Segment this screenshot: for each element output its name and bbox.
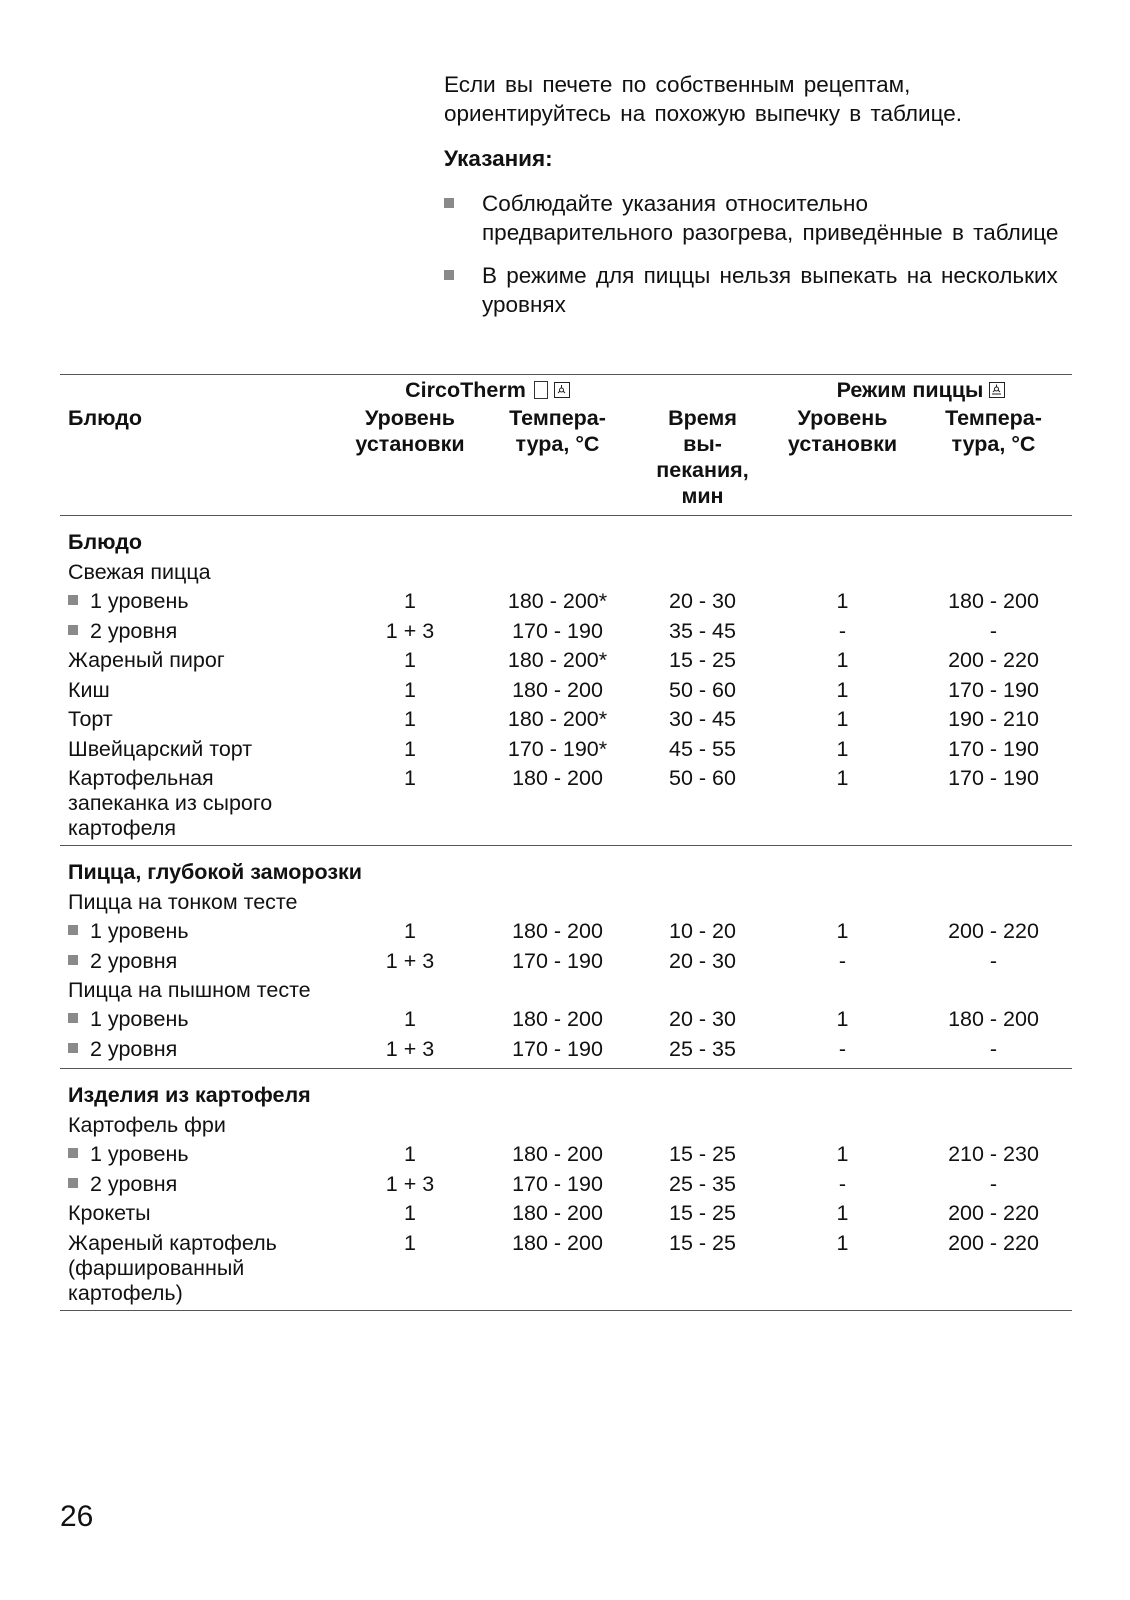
cell-temp: 170 - 190 [512, 1171, 603, 1196]
table-row [60, 1005, 1072, 1035]
cell-time: 25 - 35 [669, 1036, 736, 1061]
cell-dish [60, 947, 340, 977]
cell-temp: 180 - 200 [512, 1142, 603, 1166]
table-row [60, 1140, 1072, 1170]
cell-dish-text: 2 уровня [90, 618, 178, 643]
bullet-square-icon [68, 595, 78, 605]
cell-time: 45 - 55 [669, 736, 736, 761]
cell-level: 1 [404, 589, 416, 613]
group-label: Пицца на пышном тесте [68, 978, 311, 1002]
table-row [60, 764, 1072, 841]
cell-time: 50 - 60 [669, 766, 736, 790]
table-row [60, 1035, 1072, 1065]
circotherm-header [340, 375, 635, 405]
cell-dish [60, 764, 340, 841]
cell-level: 1 [404, 707, 416, 731]
table-row [60, 617, 1072, 647]
cell-time: 50 - 60 [669, 677, 736, 702]
cell-temp: 170 - 190 [512, 1036, 603, 1061]
pizza-mode-icon [989, 382, 1005, 398]
table-row [60, 1229, 1072, 1306]
cell-time: 15 - 25 [669, 648, 736, 672]
cell-pizza-temp: - [989, 948, 998, 973]
cell-dish-text: Торт [68, 707, 113, 731]
cell-level: 1 [404, 736, 416, 761]
cell-dish [60, 1140, 340, 1170]
bullet-square-icon [68, 1043, 78, 1053]
table-section [60, 1079, 1072, 1311]
col-pizza-level: Уровень установки [787, 406, 898, 456]
cell-level: 1 + 3 [385, 948, 435, 973]
cell-pizza-level: 1 [836, 1007, 849, 1031]
circotherm-label: CircoTherm [405, 377, 526, 402]
cell-dish [60, 1199, 340, 1229]
cell-level: 1 [404, 766, 416, 790]
cell-pizza-temp: - [989, 1036, 998, 1061]
table-section [60, 856, 1072, 1069]
cell-temp: 180 - 200 [512, 1230, 603, 1255]
cell-time: 20 - 30 [669, 589, 736, 613]
cell-dish-text: 2 уровня [90, 948, 178, 973]
cell-dish-text: Жареный пирог [68, 648, 225, 672]
table-row [60, 646, 1072, 676]
table-row [60, 947, 1072, 977]
cell-level: 1 [404, 1230, 416, 1255]
group-label: Пицца на тонком тесте [68, 890, 298, 914]
group-label: Свежая пицца [68, 560, 211, 584]
note-item [444, 189, 1064, 247]
circotherm-icon [554, 382, 570, 398]
cell-dish-text: 1 уровень [90, 919, 189, 943]
cell-level: 1 + 3 [385, 1171, 435, 1196]
cell-pizza-temp: 200 - 220 [948, 1201, 1039, 1225]
cell-pizza-temp: 170 - 190 [948, 677, 1039, 702]
cell-temp: 180 - 200 [512, 1201, 603, 1225]
cell-time: 10 - 20 [669, 919, 736, 943]
cell-dish-text: Киш [68, 677, 110, 702]
cell-level: 1 [404, 1201, 416, 1225]
cell-pizza-temp: 180 - 200 [948, 589, 1039, 613]
cell-pizza-temp: - [989, 1171, 998, 1196]
cell-pizza-temp: 210 - 230 [948, 1142, 1039, 1166]
cell-dish-text: 1 уровень [90, 1007, 189, 1031]
cell-temp: 180 - 200* [507, 589, 608, 613]
table-row [60, 1170, 1072, 1200]
cell-dish-text: 1 уровень [90, 589, 189, 613]
cell-dish-text: Швейцарский торт [68, 736, 253, 761]
section-title: Блюдо [68, 530, 142, 554]
cell-dish [60, 917, 340, 947]
cell-level: 1 + 3 [385, 1036, 435, 1061]
col-dish: Блюдо [68, 406, 142, 430]
bullet-square-icon [444, 198, 454, 208]
table-row [60, 917, 1072, 947]
cell-dish-text: 2 уровня [90, 1171, 178, 1196]
pizza-mode-header [770, 375, 1072, 405]
cell-pizza-level: 1 [836, 707, 849, 731]
cell-time: 25 - 35 [669, 1171, 736, 1196]
table-body [60, 526, 1072, 1311]
cell-dish [60, 735, 340, 765]
cell-level: 1 [404, 677, 416, 702]
cell-time: 20 - 30 [669, 1007, 736, 1031]
cell-pizza-level: - [838, 1171, 847, 1196]
group-label: Картофель фри [68, 1113, 226, 1137]
cell-pizza-temp: - [989, 618, 998, 643]
cell-dish-text: Жареный картофель (фаршированный картофель) [68, 1230, 277, 1305]
cell-pizza-level: - [838, 948, 847, 973]
col-pizza-temp: Темпера- тура, °C [945, 406, 1042, 456]
cell-dish [60, 1035, 340, 1065]
baking-table [60, 374, 1072, 1311]
col-level: Уровень установки [355, 406, 465, 456]
cell-time: 30 - 45 [669, 707, 736, 731]
cell-pizza-level: 1 [836, 736, 849, 761]
cell-level: 1 + 3 [385, 618, 435, 643]
note-text: Соблюдайте указания относительно предварительного разогрева, приведённые в таблице [482, 191, 1059, 245]
intro-line-2: ориентируйтесь на похожую выпечку в таблице. [444, 101, 962, 126]
bullet-square-icon [444, 270, 454, 280]
cell-temp: 170 - 190* [507, 736, 608, 761]
col-temp: Темпера- тура, °C [509, 406, 606, 456]
table-column-header [60, 405, 1072, 516]
section-title: Пицца, глубокой заморозки [68, 860, 362, 884]
table-section [60, 526, 1072, 846]
cell-pizza-level: 1 [836, 1230, 849, 1255]
cell-pizza-level: 1 [836, 1142, 849, 1166]
cell-dish [60, 676, 340, 706]
placeholder-box-icon [534, 381, 548, 399]
table-group-header [60, 375, 1072, 405]
bullet-square-icon [68, 625, 78, 635]
cell-dish-text: 1 уровень [90, 1142, 189, 1166]
cell-time: 35 - 45 [669, 618, 736, 643]
cell-pizza-temp: 200 - 220 [948, 919, 1039, 943]
cell-temp: 170 - 190 [512, 618, 603, 643]
cell-dish-text: 2 уровня [90, 1036, 178, 1061]
section-title: Изделия из картофеля [68, 1083, 311, 1107]
cell-level: 1 [404, 919, 416, 943]
cell-level: 1 [404, 1007, 416, 1031]
cell-dish [60, 1229, 340, 1306]
note-text: В режиме для пиццы нельзя выпекать на нескольких уровнях [482, 263, 1058, 317]
cell-pizza-temp: 170 - 190 [948, 766, 1039, 790]
cell-pizza-temp: 180 - 200 [948, 1007, 1039, 1031]
cell-pizza-level: 1 [836, 1201, 849, 1225]
bullet-square-icon [68, 1013, 78, 1023]
cell-temp: 180 - 200 [512, 919, 603, 943]
table-row [60, 676, 1072, 706]
cell-dish [60, 705, 340, 735]
cell-time: 15 - 25 [669, 1142, 736, 1166]
cell-pizza-level: 1 [836, 919, 849, 943]
table-row [60, 587, 1072, 617]
cell-dish [60, 617, 340, 647]
cell-time: 15 - 25 [669, 1230, 736, 1255]
cell-temp: 180 - 200* [507, 648, 608, 672]
table-row [60, 1199, 1072, 1229]
cell-dish [60, 1170, 340, 1200]
table-row [60, 735, 1072, 765]
pizza-mode-label: Режим пиццы [836, 377, 984, 402]
col-time: Время вы- пекания, мин [656, 406, 749, 508]
cell-time: 15 - 25 [669, 1201, 736, 1225]
cell-pizza-temp: 200 - 220 [948, 648, 1039, 672]
cell-dish-text: Крокеты [68, 1201, 151, 1225]
cell-dish [60, 646, 340, 676]
cell-temp: 180 - 200* [507, 707, 608, 731]
cell-dish [60, 587, 340, 617]
cell-level: 1 [404, 648, 416, 672]
bullet-square-icon [68, 925, 78, 935]
cell-pizza-temp: 200 - 220 [948, 1230, 1039, 1255]
cell-pizza-level: 1 [836, 589, 849, 613]
table-row [60, 705, 1072, 735]
cell-level: 1 [404, 1142, 416, 1166]
cell-time: 20 - 30 [669, 948, 736, 973]
cell-pizza-temp: 170 - 190 [948, 736, 1039, 761]
notes-list [444, 189, 1064, 319]
cell-dish-text: Картофельная запеканка из сырого картофеля [68, 766, 273, 840]
cell-pizza-level: 1 [836, 766, 849, 790]
cell-pizza-temp: 190 - 210 [948, 707, 1039, 731]
cell-temp: 170 - 190 [512, 948, 603, 973]
intro-text [444, 70, 1064, 319]
note-item [444, 261, 1064, 319]
cell-pizza-level: 1 [836, 677, 849, 702]
notes-title: Указания: [444, 146, 553, 171]
page-number: 26 [60, 1500, 94, 1533]
cell-pizza-level: 1 [836, 648, 849, 672]
bullet-square-icon [68, 1148, 78, 1158]
cell-pizza-level: - [838, 618, 847, 643]
bullet-square-icon [68, 1178, 78, 1188]
intro-line-1: Если вы печете по собственным рецептам, [444, 72, 911, 97]
cell-temp: 180 - 200 [512, 766, 603, 790]
bullet-square-icon [68, 955, 78, 965]
cell-dish [60, 1005, 340, 1035]
cell-pizza-level: - [838, 1036, 847, 1061]
cell-temp: 180 - 200 [512, 1007, 603, 1031]
cell-temp: 180 - 200 [512, 677, 603, 702]
